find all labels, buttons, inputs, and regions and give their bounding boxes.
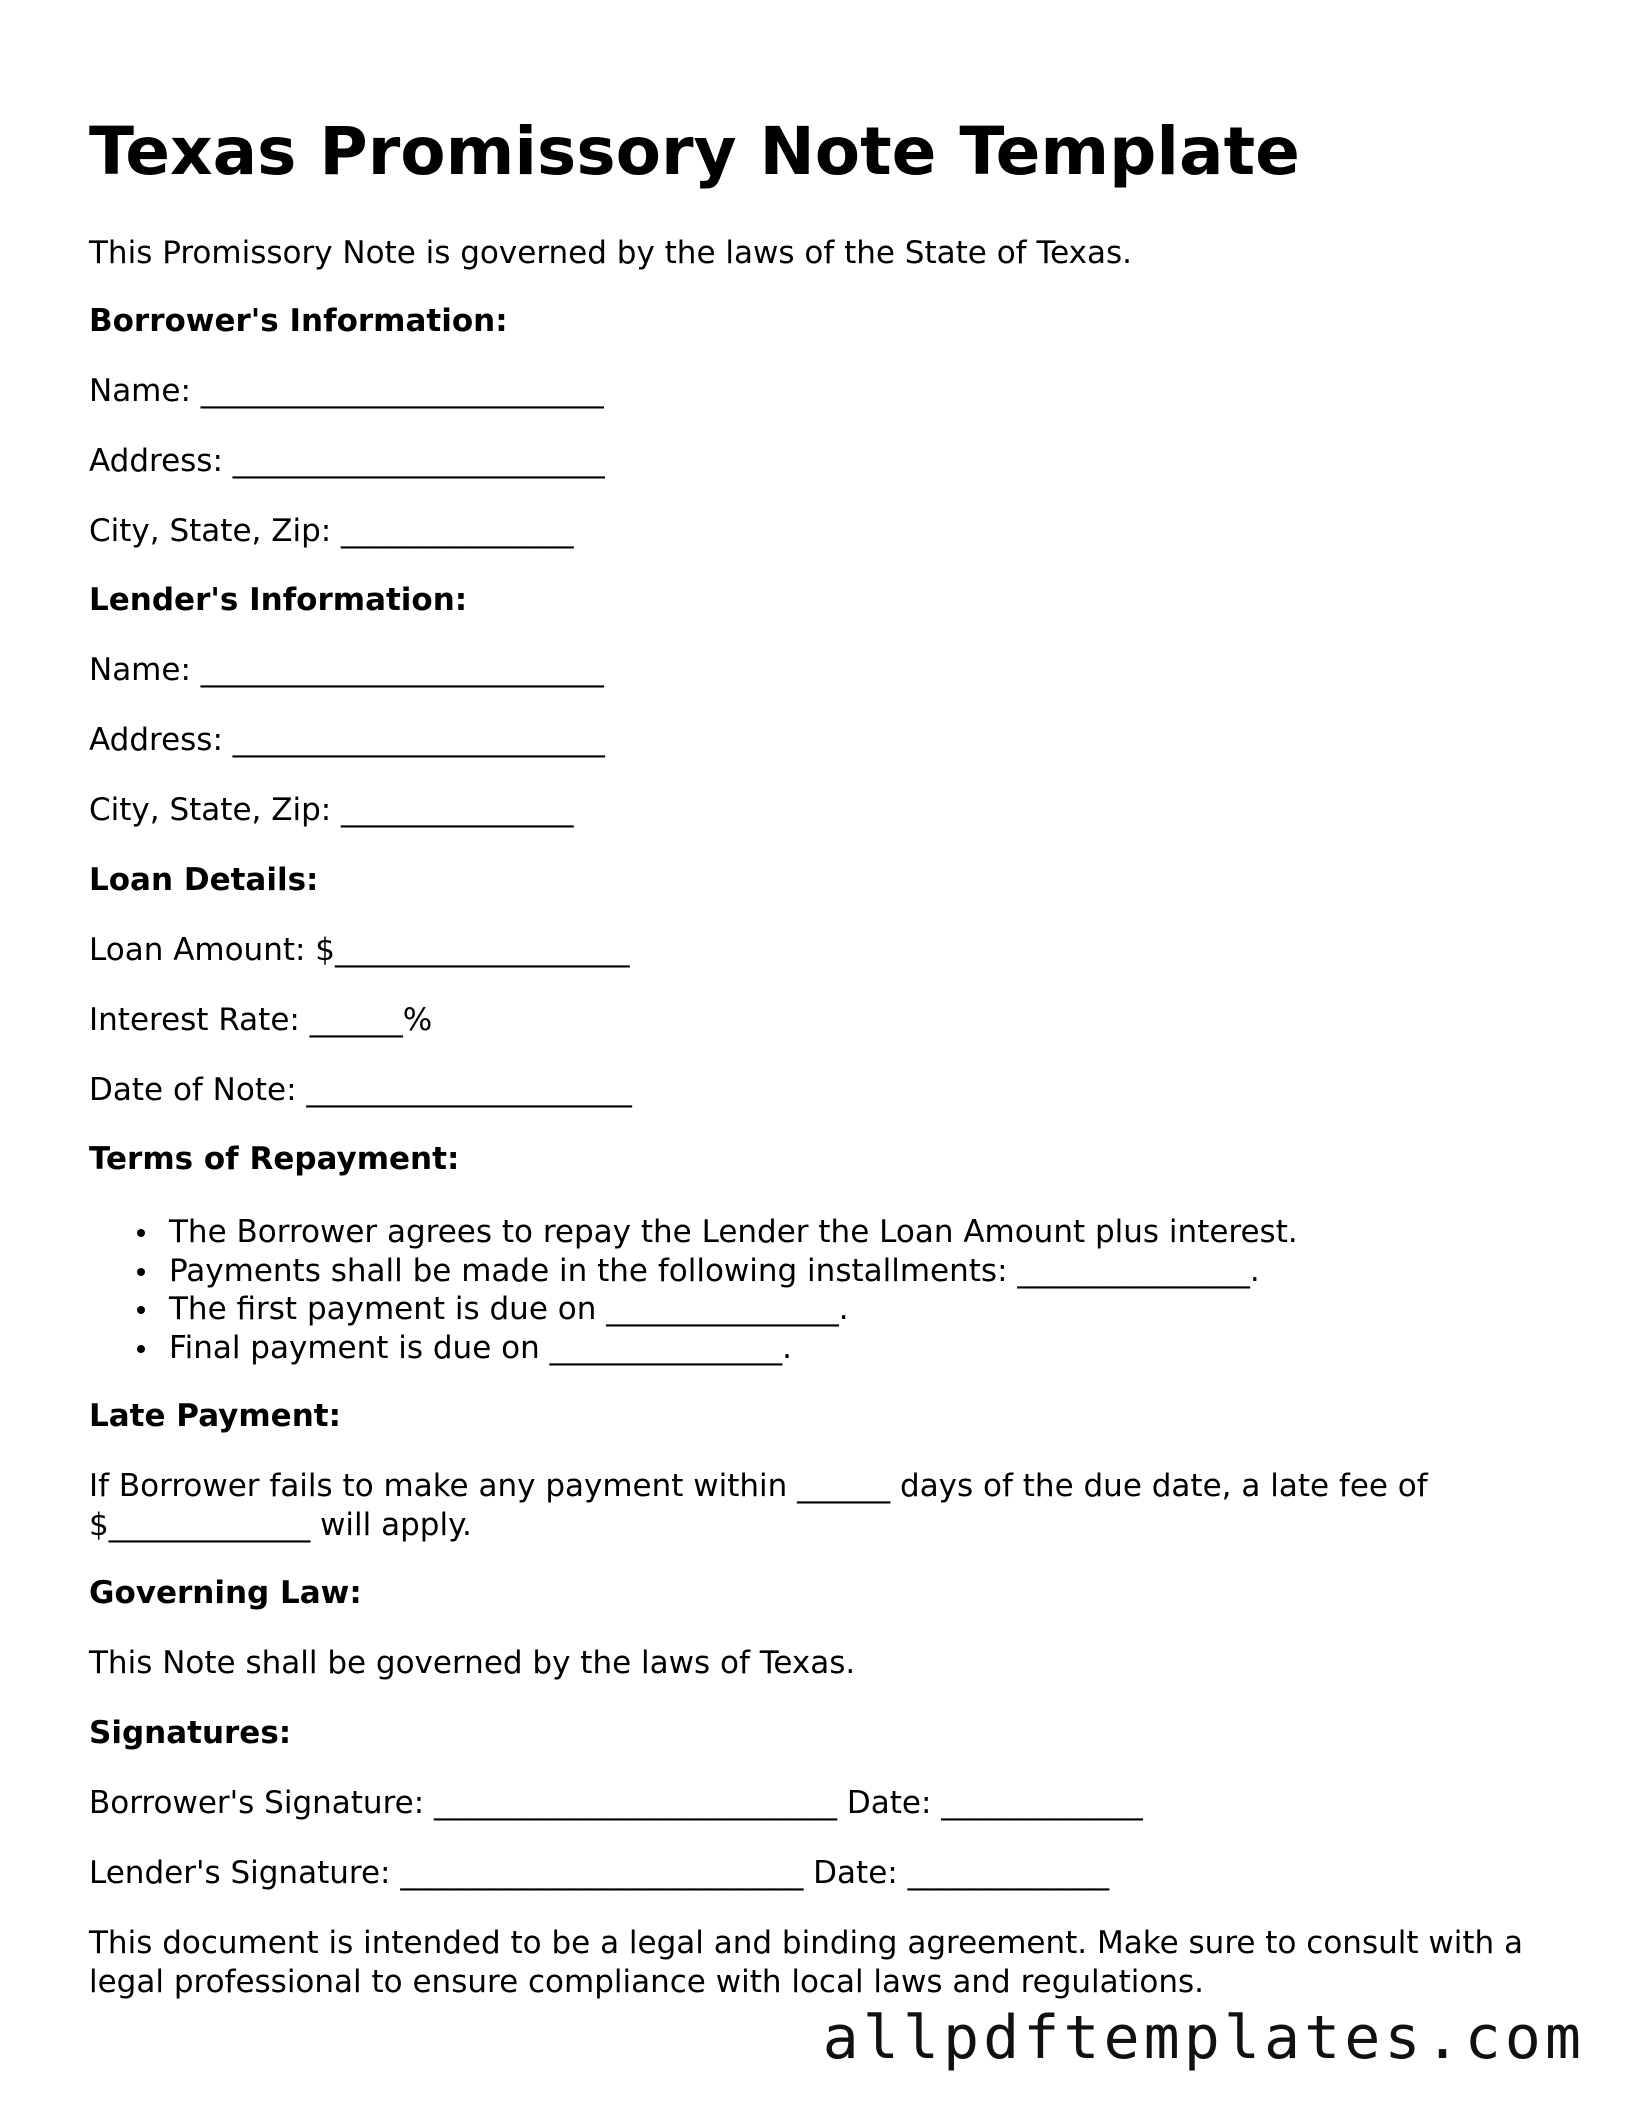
borrower-signature-line[interactable]: Borrower's Signature: __________________________ Date: _____________ (89, 1785, 1143, 1821)
borrower-city-state-zip-field[interactable]: City, State, Zip: _______________ (89, 513, 574, 549)
late-payment-text[interactable]: If Borrower fails to make any payment within ______ days of the due date, a late fee of $_____________ will apply. (89, 1468, 1428, 1543)
lender-name-field[interactable]: Name: __________________________ (89, 652, 604, 688)
borrower-address-field[interactable]: Address: ________________________ (89, 443, 605, 479)
lender-signature-line[interactable]: Lender's Signature: __________________________ Date: _____________ (89, 1855, 1110, 1891)
lender-city-state-zip-field[interactable]: City, State, Zip: _______________ (89, 792, 574, 828)
list-item[interactable]: Payments shall be made in the following installments: _______________. (89, 1252, 1298, 1291)
intro-text: This Promissory Note is governed by the laws of the State of Texas. (89, 235, 1132, 271)
governing-law-text: This Note shall be governed by the laws of Texas. (89, 1645, 856, 1681)
governing-law-heading: Governing Law: (89, 1575, 362, 1611)
loan-amount-field[interactable]: Loan Amount: $___________________ (89, 932, 630, 968)
signatures-heading: Signatures: (89, 1715, 292, 1751)
date-of-note-field[interactable]: Date of Note: _____________________ (89, 1072, 632, 1108)
list-item[interactable]: The first payment is due on _______________. (89, 1290, 1298, 1329)
late-payment-heading: Late Payment: (89, 1398, 341, 1434)
borrower-name-field[interactable]: Name: __________________________ (89, 373, 604, 409)
repayment-terms-list (89, 1213, 1298, 1367)
lender-heading: Lender's Information: (89, 582, 468, 618)
watermark: allpdftemplates.com (822, 2003, 1585, 2073)
disclaimer-text: This document is intended to be a legal and binding agreement. Make sure to consult with a legal professional to ensure compliance with local laws and regulations. (89, 1925, 1523, 2000)
interest-rate-field[interactable]: Interest Rate: ______% (89, 1002, 433, 1038)
list-item: The Borrower agrees to repay the Lender the Loan Amount plus interest. (89, 1213, 1298, 1252)
list-item[interactable]: Final payment is due on _______________. (89, 1329, 1298, 1368)
borrower-heading: Borrower's Information: (89, 303, 508, 339)
lender-address-field[interactable]: Address: ________________________ (89, 722, 605, 758)
page-title: Texas Promissory Note Template (89, 113, 1300, 190)
loan-details-heading: Loan Details: (89, 862, 319, 898)
repayment-heading: Terms of Repayment: (89, 1141, 460, 1177)
